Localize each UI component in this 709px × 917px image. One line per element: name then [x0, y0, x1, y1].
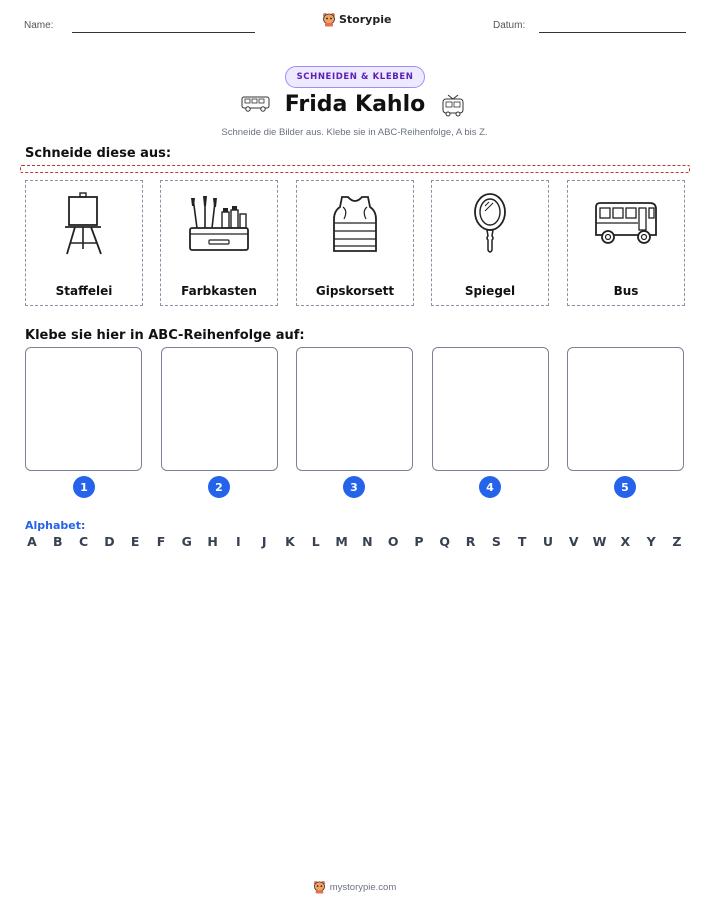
date-label: Datum: — [493, 20, 526, 31]
paint-box-icon — [187, 194, 251, 254]
number-badge-4: 4 — [479, 476, 501, 498]
bus-icon — [592, 201, 660, 247]
cut-line — [20, 165, 690, 173]
cut-card-farbkasten[interactable] — [160, 180, 278, 306]
alphabet-letter: U — [542, 534, 554, 549]
cut-heading: Schneide diese aus: — [25, 146, 172, 161]
alphabet-letter: P — [414, 534, 424, 549]
bus-icon — [241, 95, 271, 113]
number-badge-1: 1 — [73, 476, 95, 498]
cut-card-bus[interactable] — [567, 180, 685, 306]
alphabet-letter: D — [104, 534, 115, 549]
alphabet-letter: T — [517, 534, 527, 549]
footer-site[interactable]: mystorypie.com — [329, 881, 397, 893]
alphabet-letter: F — [156, 534, 166, 549]
paste-box-2[interactable] — [161, 347, 278, 471]
alphabet-letter: E — [130, 534, 140, 549]
number-badge-5: 5 — [614, 476, 636, 498]
alphabet-row — [25, 534, 684, 549]
alphabet-letter: K — [285, 534, 295, 549]
number-badge-2: 2 — [208, 476, 230, 498]
alphabet-letter: S — [491, 534, 501, 549]
alphabet-letter: G — [181, 534, 192, 549]
alphabet-letter: H — [207, 534, 218, 549]
cut-card-label: Staffelei — [55, 284, 113, 298]
plaster-corset-icon — [330, 193, 380, 255]
cut-card-label: Bus — [613, 284, 639, 298]
alphabet-label: Alphabet: — [25, 519, 86, 532]
name-line — [72, 32, 255, 33]
date-line — [539, 32, 686, 33]
alphabet-letter: I — [236, 534, 241, 549]
easel-icon — [59, 191, 109, 257]
alphabet-letter: M — [335, 534, 348, 549]
tram-icon — [440, 94, 466, 118]
alphabet-letter: C — [79, 534, 89, 549]
alphabet-letter: B — [53, 534, 63, 549]
cut-card-label: Gipskorsett — [315, 284, 395, 298]
activity-tag: SCHNEIDEN & KLEBEN — [285, 66, 425, 88]
mascot-icon — [322, 12, 336, 27]
mascot-icon — [313, 880, 326, 894]
paste-box-4[interactable] — [432, 347, 549, 471]
instructions: Schneide die Bilder aus. Klebe sie in ABC-Reihenfolge, A bis Z. — [221, 127, 488, 138]
alphabet-letter: Q — [439, 534, 451, 549]
cut-card-label: Spiegel — [464, 284, 516, 298]
alphabet-letter: L — [311, 534, 320, 549]
paste-heading: Klebe sie hier in ABC-Reihenfolge auf: — [25, 328, 305, 343]
alphabet-letter: N — [362, 534, 373, 549]
hand-mirror-icon — [470, 192, 510, 256]
number-badge-3: 3 — [343, 476, 365, 498]
paste-box-1[interactable] — [25, 347, 142, 471]
name-label: Name: — [24, 20, 54, 31]
footer — [0, 880, 709, 894]
alphabet-letter: Y — [646, 534, 656, 549]
storypie-logo — [322, 12, 391, 27]
brand-name: Storypie — [339, 13, 392, 26]
paste-box-3[interactable] — [296, 347, 413, 471]
cut-card-spiegel[interactable] — [431, 180, 549, 306]
alphabet-letter: X — [620, 534, 631, 549]
cut-card-staffelei[interactable] — [25, 180, 143, 306]
page-title: Frida Kahlo — [284, 92, 426, 117]
alphabet-letter: A — [27, 534, 37, 549]
alphabet-letter: Z — [672, 534, 682, 549]
cut-card-gipskorsett[interactable] — [296, 180, 414, 306]
alphabet-letter: O — [387, 534, 399, 549]
alphabet-letter: R — [465, 534, 476, 549]
alphabet-letter: V — [568, 534, 579, 549]
paste-box-5[interactable] — [567, 347, 684, 471]
alphabet-letter: J — [261, 534, 267, 549]
alphabet-letter: W — [592, 534, 607, 549]
cut-card-label: Farbkasten — [181, 284, 257, 298]
